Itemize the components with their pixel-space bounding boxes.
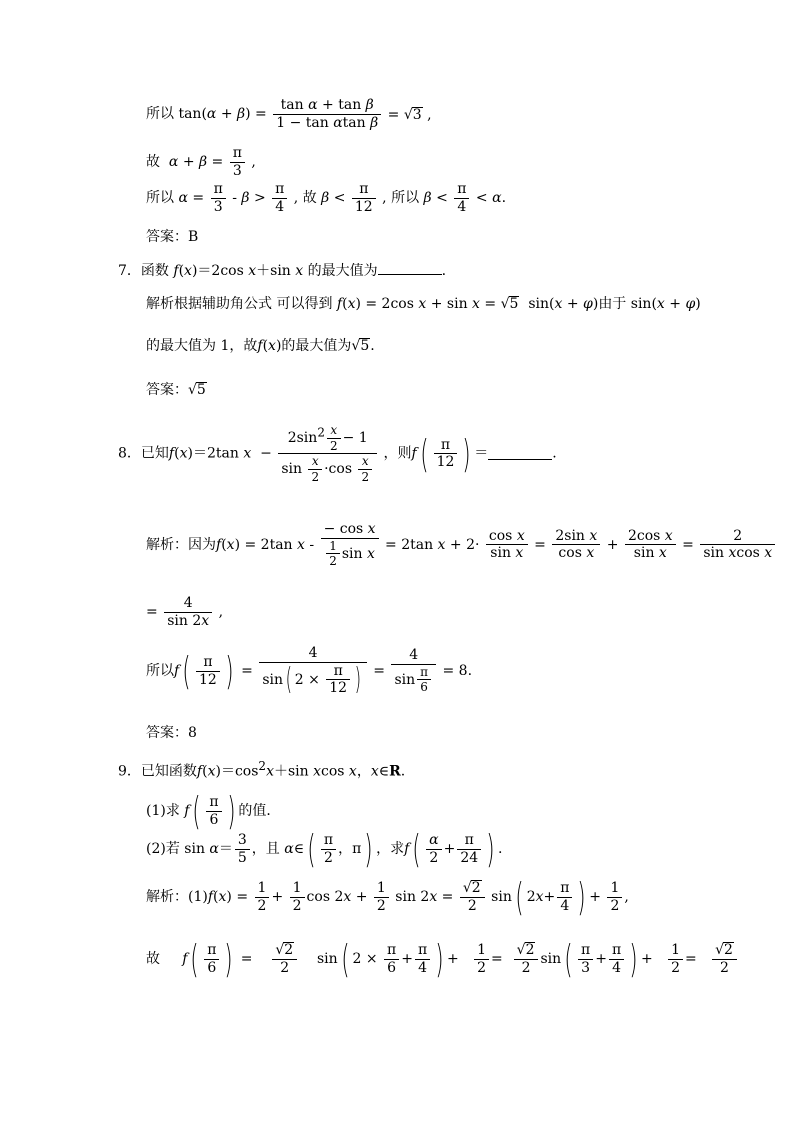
q8-solution-3: 所以f( $\frac{\pi}{12}$ ) = 4 sin( 2 × $\frac{\pi}{12}$ ) = 4 sin $\frac{\pi}{6}$ = 8.	[146, 645, 473, 697]
tan-sum-fraction: $\frac{\text{tan α + tan β}}{\text{1 − tan αtan β}}$	[273, 98, 381, 130]
q9-solution-2: 故 f( $\frac{\pi}{6}$ ) = $\frac{√2}{2}$ sin( 2 × $\frac{\pi}{6}$ + $\frac{\pi}{4}$ ) + $\frac{1}{2}$ = $\frac{√2}{2}$ sin( $\frac{\pi}{3}$ + $\frac{\pi}{4}$ ) + $\frac{1}{2}$ = $\frac{√2}{2}$	[146, 940, 739, 978]
line-3: 所以 α = $\frac{\pi}{3}$ - β > $\frac{\pi}{4}$ , 故 β < $\frac{\pi}{12}$ , 所以 β < $\frac{\pi}{4}$ < α.	[146, 181, 507, 215]
question-9: 9．已知函数$f(x)=\cos^2x+\sin$ xcos x，x∈R.	[118, 759, 406, 780]
q8-fraction: $2\sin^2$ $\frac{x}{2}$ − 1 sin $\frac{x}{2}$ ·cos $\frac{x}{2}$	[278, 424, 377, 483]
q8-solution-1: 解析：因为f(x) = 2tan x - − cos x $\frac{1}{2}$ sin x = 2tan x + 2· $\frac{\text{cos x}}{\text{sin x}}$ = $\frac{\text{2sin x}}{\text{cos x}}$ + $\frac{\text{2cos x}}{\text{sin x}}$ = $\frac{2}{\text{sin xcos x}}$	[146, 522, 777, 568]
line-1: 所以 tan(α + β) = $\frac{\text{tan α + tan β}}{\text{1 − tan αtan β}}$ = √3 ,	[146, 97, 432, 131]
q7-solution-2: 的最大值为 1，故f(x)的最大值为√5.	[146, 338, 375, 354]
q9-part-1: (1)求 f( $\frac{\pi}{6}$ ) 的值．	[146, 789, 281, 833]
q8-solution-2: = $\frac{4}{\sin 2x}$ ,	[146, 595, 224, 629]
answer-8: 答案：8	[146, 725, 197, 741]
q9-solution-1: 解析：(1)f(x) = $\frac{1}{2}$ + $\frac{1}{2}$ cos 2x + $\frac{1}{2}$ sin 2x = $\frac{√2}{2}$ sin( 2x+ $\frac{\pi}{4}$ ) + $\frac{1}{2}$ ,	[146, 875, 629, 919]
answer-blank	[378, 262, 442, 275]
q7-solution-1: 解析根据辅助角公式 可以得到 f(x) = 2cos x + sin x = √5 sin(x + φ)由于 sin(x + φ)	[146, 296, 701, 312]
line-2: 故 α + β = $\frac{\pi}{3}$ ,	[146, 145, 256, 179]
question-7: 7．函数 f(x)＝2cos x＋sin x 的最大值为 .	[118, 263, 447, 279]
q9-part-2: (2)若 sin α＝ $\frac{3}{5}$ ，且 α∈( $\frac{\pi}{2}$ ，π) ，求f( $\frac{\alpha}{2}$ + $\frac{\pi}{24}$ ) .	[146, 827, 503, 871]
answer-7: 答案：√5	[146, 382, 206, 398]
answer-prev: 答案：B	[146, 229, 199, 245]
question-8: 8．已知f(x)＝2tan x − $2\sin^2$ $\frac{x}{2}$ − 1 sin $\frac{x}{2}$ ·cos $\frac{x}{2}$ ，则f( $\frac{\pi}{12}$ ) ＝ .	[118, 423, 557, 484]
